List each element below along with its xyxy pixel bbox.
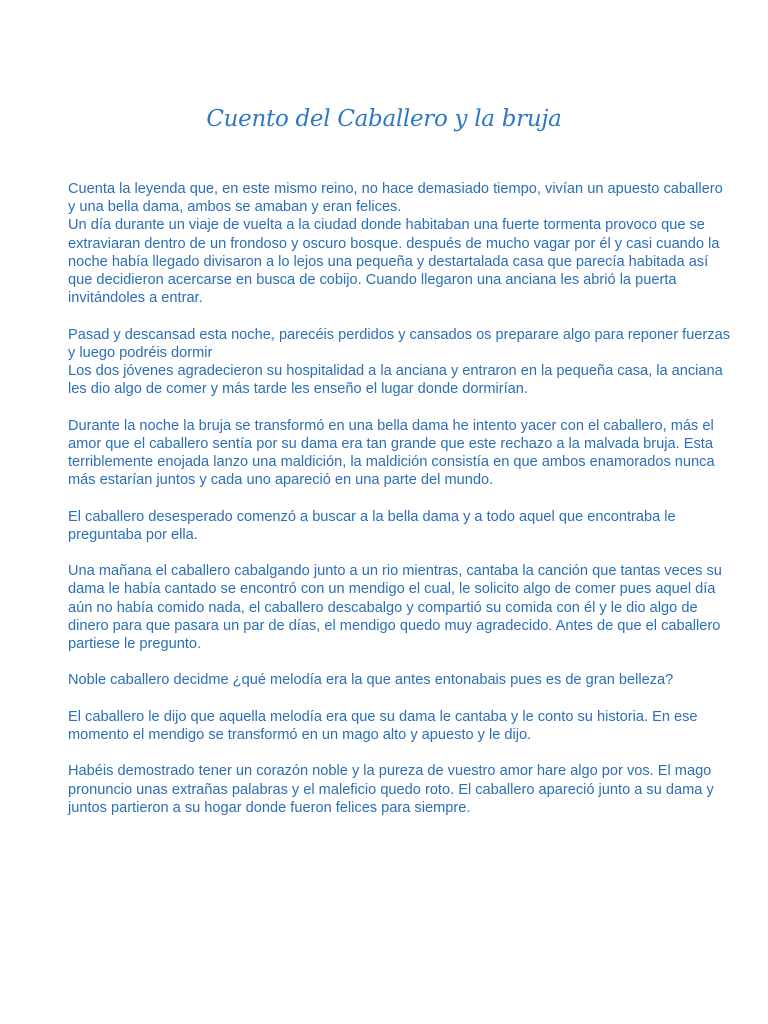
paragraph-line: dama le había cantado se encontró con un mendigo el cual, le solicito algo de comer pues aquel día xyxy=(68,581,716,598)
paragraph-line: El caballero desesperado comenzó a buscar a la bella dama y a todo aquel que encontraba le xyxy=(68,508,676,525)
paragraph-line: pronuncio unas extrañas palabras y el maleficio quedo roto. El caballero apareció junto a su dama y xyxy=(68,781,714,798)
paragraph-line: Noble caballero decidme ¿qué melodía era la que antes entonabais pues es de gran belleza? xyxy=(68,672,674,689)
story-paragraph xyxy=(68,671,708,689)
story-paragraph xyxy=(68,417,715,490)
paragraph-line: Un día durante un viaje de vuelta a la ciudad donde habitaban una fuerte tormenta provoco que se xyxy=(68,217,705,234)
paragraph-line: Los dos jóvenes agradecieron su hospitalidad a la anciana y entraron en la pequeña casa, la anciana xyxy=(68,363,723,380)
paragraph-line: más estarían juntos y cada uno apareció en una parte del mundo. xyxy=(68,472,494,489)
paragraph-line: y una bella dama, ambos se amaban y eran felices. xyxy=(68,199,402,216)
paragraph-line: Durante la noche la bruja se transformó en una bella dama he intento yacer con el caballero, más el xyxy=(68,417,714,434)
paragraph-line: Cuenta la leyenda que, en este mismo reino, no hace demasiado tiempo, vivían un apuesto caballero xyxy=(68,181,723,197)
paragraph-line: dinero para que pasara un par de días, el mendigo quedo muy agradecido. Antes de que el caballero xyxy=(68,617,721,634)
paragraph-line: les dio algo de comer y más tarde les enseño el lugar donde dormirían. xyxy=(68,381,528,398)
paragraph-line: y luego podréis dormir xyxy=(68,344,213,361)
story-paragraph xyxy=(68,708,708,744)
paragraph-line: terriblemente enojada lanzo una maldición, la maldición consistía en que ambos enamorados nunca xyxy=(68,454,715,471)
story-paragraph xyxy=(68,326,730,399)
paragraph-line: juntos partieron a su hogar donde fueron felices para siempre. xyxy=(68,799,471,816)
paragraph-line: preguntaba por ella. xyxy=(68,526,198,543)
story-body xyxy=(68,180,730,835)
paragraph-line: Pasad y descansad esta noche, parecéis perdidos y cansados os preparare algo para reponer fuerzas xyxy=(68,326,730,343)
paragraph-line: invitándoles a entrar. xyxy=(68,290,203,307)
paragraph-line: partiese le pregunto. xyxy=(68,636,202,653)
paragraph-line: El caballero le dijo que aquella melodía era que su dama le cantaba y le conto su historia. En ese xyxy=(68,708,698,725)
story-paragraph xyxy=(68,508,708,544)
paragraph-line: que decidieron acercarse en busca de cobijo. Cuando llegaron una anciana les abrió la puerta xyxy=(68,272,677,289)
paragraph-line: momento el mendigo se transformó en un mago alto y apuesto y le dijo. xyxy=(68,727,532,743)
paragraph-line: amor que el caballero sentía por su dama era tan grande que este rechazo a la malvada bruja. Esta xyxy=(68,435,713,452)
page-title: Cuento del Caballero y la bruja xyxy=(206,106,562,132)
story-paragraph xyxy=(68,762,714,817)
story-paragraph xyxy=(68,562,722,653)
paragraph-line: aún no había comido nada, el caballero descabalgo y compartió su comida con él y le dio algo de xyxy=(68,599,698,616)
paragraph-line: Una mañana el caballero cabalgando junto a un rio mientras, cantaba la canción que tantas veces su xyxy=(68,563,722,580)
paragraph-line: noche había llegado divisaron a lo lejos una pequeña y destartalada casa que parecía habitada así xyxy=(68,253,709,270)
story-paragraph xyxy=(68,180,723,307)
paragraph-line: extraviaran dentro de un frondoso y oscuro bosque. después de mucho vagar por él y casi cuando la xyxy=(68,235,720,252)
paragraph-line: Habéis demostrado tener un corazón noble y la pureza de vuestro amor hare algo por vos. El mago xyxy=(68,763,712,780)
